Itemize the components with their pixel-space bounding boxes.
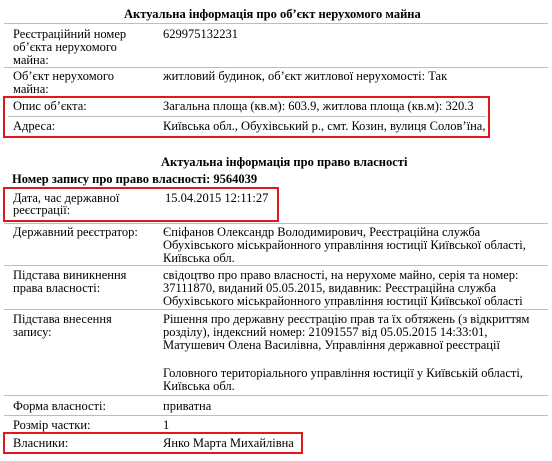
owners-value: Янко Марта Михайлівна xyxy=(163,436,294,450)
basis-origin-label: Підстава виникнення xyxy=(13,268,127,282)
registrar-label: Державний реєстратор: xyxy=(13,225,138,239)
reg-number-label: Реєстраційний номер xyxy=(13,27,127,41)
share-value: 1 xyxy=(163,418,170,432)
basis-origin-label: права власності: xyxy=(13,281,101,295)
basis-entry-value: Київська обл. xyxy=(163,379,235,393)
date-label: Дата, час державної xyxy=(13,191,120,205)
divider xyxy=(4,223,548,224)
divider xyxy=(4,309,548,310)
address-value: Київська обл., Обухівський р., смт. Козин, вулиця Солов’їна, xyxy=(163,119,486,133)
basis-origin-value: Обухівського міськрайонного управління юстиції Київської області xyxy=(163,294,523,308)
divider xyxy=(4,395,548,396)
basis-entry-value: розділу), індексний номер: 21091557 від 05.05.2015 14:33:01, xyxy=(163,325,488,339)
ownership-form-label: Форма власності: xyxy=(13,399,106,413)
divider xyxy=(4,67,548,68)
date-label: реєстрації: xyxy=(13,203,71,217)
share-label: Розмір частки: xyxy=(13,418,91,432)
reg-number-label: майна: xyxy=(13,53,49,67)
basis-entry-value: Головного територіального управління юстиції у Київській області, xyxy=(163,366,523,380)
description-value: Загальна площа (кв.м): 603.9, житлова площа (кв.м): 320.3 xyxy=(163,99,474,113)
registrar-value: Обухівського міськрайонного управління юстиції Київської області, xyxy=(163,238,526,252)
object-value: житловий будинок, об’єкт житлової нерухомості: Так xyxy=(163,69,448,83)
object-label: Об’єкт нерухомого xyxy=(13,69,114,83)
basis-entry-value: Матушевич Олена Василівна, Управління державної реєстрації xyxy=(163,338,500,352)
address-label: Адреса: xyxy=(13,119,56,133)
section2-title: Актуальна інформація про право власності xyxy=(161,155,408,169)
owners-label: Власники: xyxy=(13,436,69,450)
basis-entry-label: запису: xyxy=(13,325,52,339)
basis-entry-value: Рішення про державну реєстрацію прав та їх обтяжень (з відкриттям xyxy=(163,312,530,326)
registrar-value: Київська обл. xyxy=(163,251,235,265)
object-label: майна: xyxy=(13,82,49,96)
section1-title: Актуальна інформація про об’єкт нерухомого майна xyxy=(124,7,421,21)
basis-origin-value: 37111870, виданий 05.05.2015, видавник: Реєстраційна служба xyxy=(163,281,497,295)
description-label: Опис об’єкта: xyxy=(13,99,87,113)
basis-origin-value: свідоцтво про право власності, на нерухоме майно, серія та номер: xyxy=(163,268,519,282)
reg-number-label: об’єкта нерухомого xyxy=(13,40,117,54)
ownership-form-value: приватна xyxy=(163,399,212,413)
basis-entry-label: Підстава внесення xyxy=(13,312,112,326)
date-value: 15.04.2015 12:11:27 xyxy=(165,191,269,205)
divider xyxy=(4,415,548,416)
reg-number-value: 629975132231 xyxy=(163,27,238,41)
divider xyxy=(8,116,486,117)
divider xyxy=(4,265,548,266)
divider xyxy=(4,23,548,24)
record-number: Номер запису про право власності: 9564039 xyxy=(12,172,258,186)
registrar-value: Єпіфанов Олександр Володимирович, Реєстраційна служба xyxy=(163,225,481,239)
